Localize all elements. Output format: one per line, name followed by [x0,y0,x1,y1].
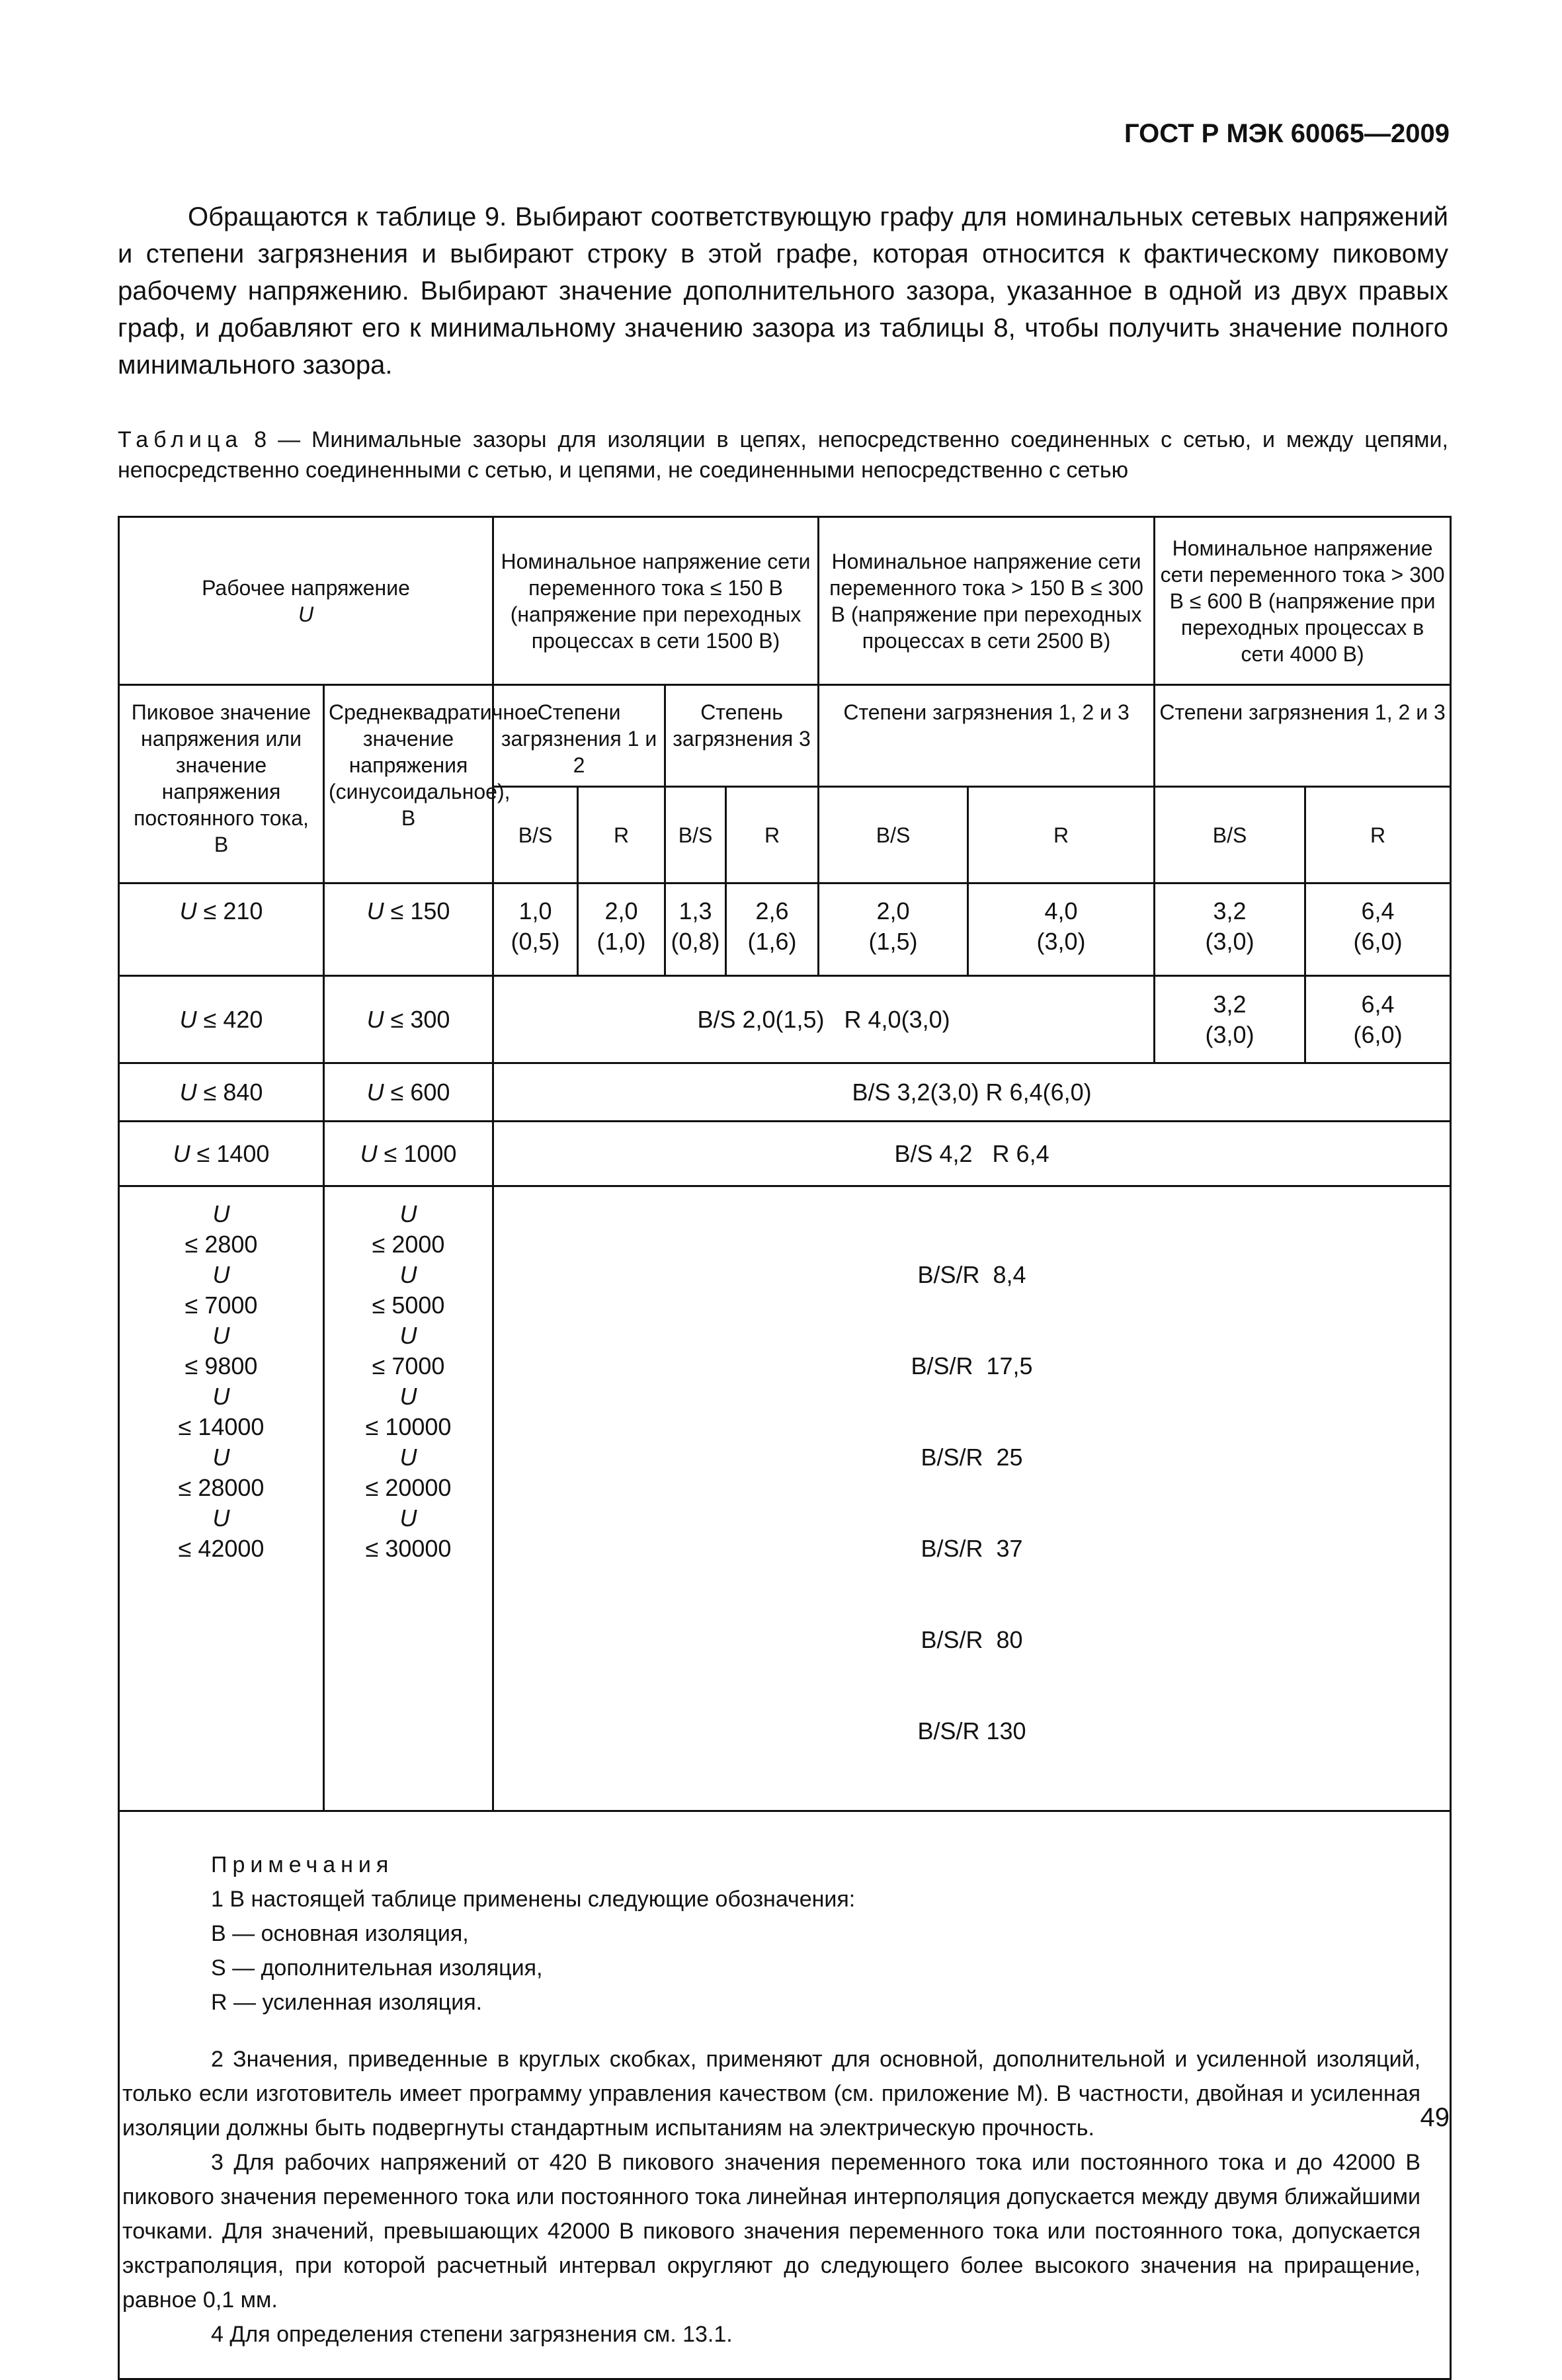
notes-row [119,1811,1451,2379]
pollution-3-header: Степень загрязнения 3 [665,685,819,787]
rms-cell: U ≤ 600 [324,1063,493,1122]
value-cell: 6,4 (6,0) [1305,976,1451,1063]
note-1-s: S — дополнительная изоляция, [211,1955,543,1981]
value-cell: 6,4 (6,0) [1305,883,1451,976]
working-voltage-header [119,517,493,685]
caption-label: Таблица [118,427,243,452]
merged-value-cell: B/S 3,2(3,0) R 6,4(6,0) [493,1063,1451,1122]
note-4: 4 Для определения степени загрязнения см. 13.1. [211,2322,733,2347]
table-caption [118,425,1448,485]
table-row [119,976,1451,1063]
pollution-1-2-header: Степени загрязнения 1 и 2 [493,685,665,787]
note-1-b: B — основная изоляция, [211,1921,469,1946]
rms-cell: U ≤ 2000 U ≤ 5000 U ≤ 7000 U ≤ 10000 U ≤ 20000 U ≤ 30000 [324,1186,493,1811]
r-subheader: R [1305,787,1451,883]
note-1: 1 В настоящей таблице применены следующие обозначения: [211,1887,856,1912]
rms-cell: U ≤ 1000 [324,1122,493,1186]
peak-cell: U ≤ 840 [119,1063,324,1122]
peak-cell: U ≤ 1400 [119,1122,324,1186]
note-3: 3 Для рабочих напряжений от 420 В пикового значения переменного тока или постоянного тока и до 42000 В пикового значения переменного тока или постоянного тока линейная интерполяция допускается между двумя ближайшими точками. Для значений, превышающих 42000 В пикового значения переменного тока или постоянного тока, допускается экстраполяция, при которой расчетный интервал округляют до следующего более высокого значения на приращение, равное 0,1 мм. [122,2150,1421,2313]
value-cell: 1,0 (0,5) [493,883,578,976]
value-cell: 2,0 (1,5) [819,883,968,976]
nominal-600-header: Номинальное напряжение сети переменного тока > 300 В ≤ 600 В (напряжение при переходных процессах в сети 4000 В) [1155,517,1451,685]
bs-subheader: B/S [819,787,968,883]
table-notes [119,1811,1451,2379]
r-subheader: R [578,787,665,883]
rms-cell: U ≤ 300 [324,976,493,1063]
working-voltage-symbol: U [298,602,314,626]
note-1-r: R — усиленная изоляция. [211,1990,483,2015]
nominal-150-header: Номинальное напряжение сети переменного тока ≤ 150 В (напряжение при переходных процессах в сети 1500 В) [493,517,819,685]
table-row [119,883,1451,976]
bs-subheader: B/S [665,787,726,883]
peak-cell: U ≤ 2800 U ≤ 7000 U ≤ 9800 U ≤ 14000 U ≤ 28000 U ≤ 42000 [119,1186,324,1811]
document-code: ГОСТ Р МЭК 60065—2009 [1124,119,1450,148]
r-subheader: R [726,787,819,883]
note-2: 2 Значения, приведенные в круглых скобках, применяют для основной, дополнительной и усиленной изоляций, только если изготовитель имеет программу управления качеством (см. приложение М). В частности, двойная и усиленная изоляции должны быть подвергнуты стандартным испытаниям на электрическую прочность. [122,2047,1421,2141]
rms-cell: U ≤ 150 [324,883,493,976]
value-cell: 2,0 (1,0) [578,883,665,976]
notes-title: Примечания [211,1852,394,1877]
caption-text: 8 — Минимальные зазоры для изоляции в цепях, непосредственно соединенных с сетью, и между цепями, непосредственно соединенными с сетью, и цепями, не соединенными непосредственно с сетью [118,427,1448,483]
value-cell: 3,2 (3,0) [1155,883,1305,976]
peak-cell: U ≤ 420 [119,976,324,1063]
pollution-123-header: Степени загрязнения 1, 2 и 3 [819,685,1155,787]
rms-voltage-header: Среднеквадратичное значение напряжения (синусоидальное), В [324,685,493,883]
bs-subheader: B/S [493,787,578,883]
intro-paragraph: Обращаются к таблице 9. Выбирают соответствующую графу для номинальных сетевых напряжений и степени загрязнения и выбирают строку в этой графе, которая относится к фактическому пиковому рабочему напряжению. Выбирают значение дополнительного зазора, указанное в одной из двух правых граф, и добавляют его к минимальному значению зазора из таблицы 8, чтобы получить значение полного минимального зазора. [118,202,1448,380]
pollution-123-header-2: Степени загрязнения 1, 2 и 3 [1155,685,1451,787]
table-row [119,1186,1451,1811]
value-cell: 2,6 (1,6) [726,883,819,976]
peak-cell: U ≤ 210 [119,883,324,976]
bs-subheader: B/S [1155,787,1305,883]
merged-value-cell: B/S/R 8,4 B/S/R 17,5 B/S/R 25 B/S/R 37 B/S/R 80 B/S/R 130 [493,1186,1451,1811]
merged-value-cell: B/S 2,0(1,5) R 4,0(3,0) [493,976,1155,1063]
value-cell: 3,2 (3,0) [1155,976,1305,1063]
table-row [119,1063,1451,1122]
value-cell: 1,3 (0,8) [665,883,726,976]
r-subheader: R [968,787,1155,883]
clearance-table [118,516,1452,2380]
table-row [119,1122,1451,1186]
value-cell: 4,0 (3,0) [968,883,1155,976]
peak-voltage-header: Пиковое значение напряжения или значение напряжения постоянного тока, В [119,685,324,883]
merged-value-cell: B/S 4,2 R 6,4 [493,1122,1451,1186]
nominal-300-header: Номинальное напряжение сети переменного тока > 150 В ≤ 300 В (напряжение при переходных процессах в сети 2500 В) [819,517,1155,685]
working-voltage-label: Рабочее напряжение [202,575,410,600]
page-number: 49 [1420,2103,1450,2132]
